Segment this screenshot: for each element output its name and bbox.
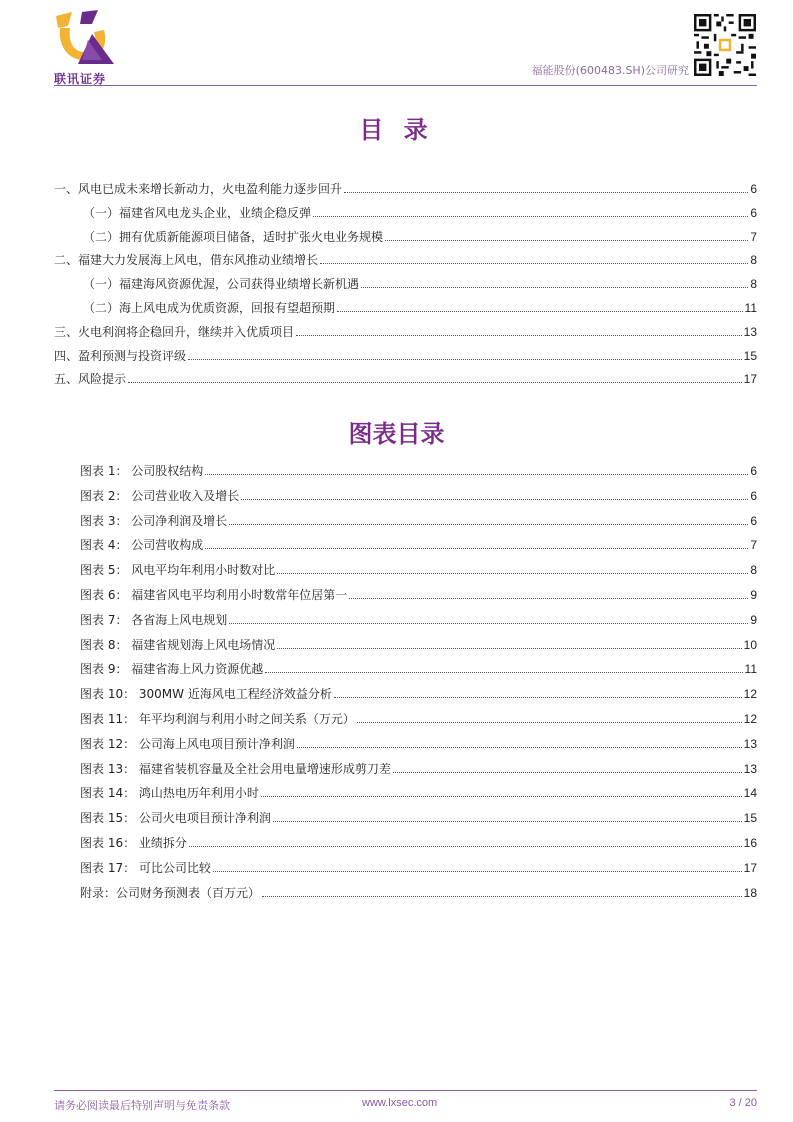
entry-label: 图表 5： 风电平均年利用小时数对比 bbox=[80, 563, 276, 578]
figure-entry[interactable] bbox=[80, 756, 757, 776]
entry-page-number: 12 bbox=[743, 687, 757, 702]
qr-code-icon bbox=[694, 14, 756, 76]
toc-title: 目 录 bbox=[359, 116, 434, 144]
entry-label: 图表 2： 公司营业收入及增长 bbox=[80, 488, 240, 503]
toc-entry[interactable] bbox=[83, 271, 757, 291]
dot-leader bbox=[273, 821, 742, 822]
entry-page-number: 17 bbox=[743, 860, 757, 875]
dot-leader bbox=[334, 697, 742, 698]
figure-entry[interactable] bbox=[80, 855, 757, 875]
dot-leader bbox=[261, 796, 742, 797]
toc-entry[interactable] bbox=[83, 295, 757, 315]
figure-list-title: 图表目录 bbox=[348, 420, 445, 448]
lianxun-logo-icon bbox=[52, 10, 116, 68]
toc-entry[interactable] bbox=[54, 343, 757, 363]
figure-entry[interactable] bbox=[80, 483, 757, 503]
dot-leader bbox=[385, 240, 748, 241]
entry-label: 图表 12： 公司海上风电项目预计净利润 bbox=[80, 736, 295, 751]
toc-entry[interactable] bbox=[54, 319, 757, 339]
dot-leader bbox=[361, 287, 748, 288]
entry-page-number: 7 bbox=[750, 538, 757, 553]
figure-entry[interactable] bbox=[80, 731, 757, 751]
entry-page-number: 18 bbox=[743, 885, 757, 900]
figure-entry[interactable] bbox=[80, 706, 757, 726]
entry-page-number: 8 bbox=[750, 277, 757, 292]
entry-label: 图表 9： 福建省海上风力资源优越 bbox=[80, 662, 264, 677]
page-header bbox=[0, 0, 793, 86]
entry-label: 图表 10： 300MW 近海风电工程经济效益分析 bbox=[80, 687, 332, 702]
entry-page-number: 6 bbox=[750, 513, 757, 528]
entry-page-number: 6 bbox=[750, 205, 757, 220]
dot-leader bbox=[393, 772, 742, 773]
figure-entry[interactable] bbox=[80, 557, 757, 577]
dot-leader bbox=[262, 896, 742, 897]
dot-leader bbox=[344, 192, 748, 193]
entry-page-number: 13 bbox=[743, 736, 757, 751]
entry-label: 图表 7： 各省海上风电规划 bbox=[80, 612, 228, 627]
toc-entry[interactable] bbox=[54, 176, 757, 196]
entry-page-number: 15 bbox=[743, 348, 757, 363]
dot-leader bbox=[297, 747, 742, 748]
entry-page-number: 16 bbox=[743, 836, 757, 850]
figure-entry[interactable] bbox=[80, 458, 757, 478]
header-divider bbox=[54, 85, 757, 86]
dot-leader bbox=[349, 598, 748, 599]
dot-leader bbox=[265, 672, 742, 673]
entry-page-number: 15 bbox=[743, 811, 757, 826]
dot-leader bbox=[277, 573, 748, 574]
dot-leader bbox=[320, 263, 748, 264]
entry-label: 二、福建大力发展海上风电，借东风推动业绩增长 bbox=[54, 253, 319, 268]
dot-leader bbox=[229, 623, 748, 624]
dot-leader bbox=[128, 382, 742, 383]
entry-page-number: 17 bbox=[743, 372, 757, 387]
figure-entry[interactable] bbox=[80, 830, 757, 850]
dot-leader bbox=[189, 846, 742, 847]
entry-label: 图表 16： 业绩拆分 bbox=[80, 836, 187, 850]
entry-page-number: 13 bbox=[743, 324, 757, 339]
dot-leader bbox=[337, 311, 743, 312]
entry-label: 三、火电利润将企稳回升，继续并入优质项目 bbox=[54, 324, 295, 339]
entry-label: 图表 6： 福建省风电平均利用小时数常年位居第一 bbox=[80, 588, 348, 602]
entry-page-number: 8 bbox=[750, 253, 757, 268]
entry-page-number: 12 bbox=[743, 712, 757, 726]
figure-entry[interactable] bbox=[80, 607, 757, 627]
toc-entry[interactable] bbox=[54, 366, 757, 386]
entry-label: （一）福建省风电龙头企业，业绩企稳反弹 bbox=[83, 205, 312, 220]
entry-label: 四、盈利预测与投资评级 bbox=[54, 348, 187, 363]
entry-label: 图表 11： 年平均利润与利用小时之间关系（万元） bbox=[80, 712, 355, 726]
footer-divider bbox=[54, 1090, 757, 1091]
footer-disclaimer: 请务必阅读最后特别声明与免责条款 bbox=[54, 1099, 230, 1112]
entry-page-number: 7 bbox=[750, 229, 757, 244]
entry-label: 图表 14： 鸿山热电历年利用小时 bbox=[80, 786, 259, 801]
entry-label: 附录：公司财务预测表（百万元） bbox=[80, 885, 261, 900]
entry-page-number: 6 bbox=[750, 182, 757, 196]
toc-entry[interactable] bbox=[83, 200, 757, 220]
entry-label: 五、风险提示 bbox=[54, 372, 127, 387]
entry-page-number: 14 bbox=[743, 786, 757, 801]
entry-page-number: 11 bbox=[744, 662, 757, 677]
entry-label: 图表 15： 公司火电项目预计净利润 bbox=[80, 811, 271, 826]
entry-page-number: 6 bbox=[750, 488, 757, 503]
entry-label: 图表 1： 公司股权结构 bbox=[80, 464, 204, 478]
company-info: 福能股份(600483.SH)公司研究 bbox=[531, 64, 689, 77]
figure-entry[interactable] bbox=[80, 532, 757, 552]
dot-leader bbox=[188, 359, 742, 360]
entry-page-number: 11 bbox=[744, 301, 757, 315]
dot-leader bbox=[357, 722, 742, 723]
entry-page-number: 8 bbox=[750, 563, 757, 578]
brand-name: 联讯证券 bbox=[54, 72, 107, 86]
entry-label: 图表 17： 可比公司比较 bbox=[80, 860, 211, 875]
entry-page-number: 10 bbox=[743, 637, 757, 652]
toc-entry[interactable] bbox=[54, 247, 757, 267]
entry-page-number: 6 bbox=[750, 464, 757, 478]
entry-label: （二）拥有优质新能源项目储备，适时扩张火电业务规模 bbox=[83, 229, 384, 244]
entry-label: 图表 3： 公司净利润及增长 bbox=[80, 513, 228, 528]
figure-entry[interactable] bbox=[80, 582, 757, 602]
dot-leader bbox=[229, 524, 748, 525]
dot-leader bbox=[241, 499, 748, 500]
dot-leader bbox=[296, 335, 742, 336]
entry-page-number: 13 bbox=[743, 761, 757, 776]
footer-website[interactable]: www.lxsec.com bbox=[362, 1097, 438, 1109]
dot-leader bbox=[205, 474, 748, 475]
figure-entry[interactable] bbox=[80, 880, 757, 900]
entry-page-number: 9 bbox=[750, 588, 757, 602]
dot-leader bbox=[213, 871, 742, 872]
figure-entry[interactable] bbox=[80, 508, 757, 528]
dot-leader bbox=[205, 548, 748, 549]
logo bbox=[52, 10, 124, 86]
footer-page-number: 3 / 20 bbox=[729, 1097, 757, 1109]
dot-leader bbox=[313, 216, 748, 217]
figure-entry[interactable] bbox=[80, 805, 757, 825]
entry-label: 图表 4： 公司营收构成 bbox=[80, 538, 204, 553]
entry-label: （二）海上风电成为优质资源，回报有望超预期 bbox=[83, 301, 336, 315]
figure-entry[interactable] bbox=[80, 632, 757, 652]
entry-label: 图表 8： 福建省规划海上风电场情况 bbox=[80, 637, 276, 652]
figure-entry[interactable] bbox=[80, 656, 757, 676]
entry-label: （一）福建海风资源优渥，公司获得业绩增长新机遇 bbox=[83, 277, 360, 292]
dot-leader bbox=[277, 648, 741, 649]
toc-entry[interactable] bbox=[83, 224, 757, 244]
entry-label: 图表 13： 福建省装机容量及全社会用电量增速形成剪刀差 bbox=[80, 761, 391, 776]
entry-label: 一、风电已成未来增长新动力，火电盈利能力逐步回升 bbox=[54, 182, 343, 196]
entry-page-number: 9 bbox=[750, 612, 757, 627]
figure-entry[interactable] bbox=[80, 681, 757, 701]
figure-entry[interactable] bbox=[80, 780, 757, 800]
